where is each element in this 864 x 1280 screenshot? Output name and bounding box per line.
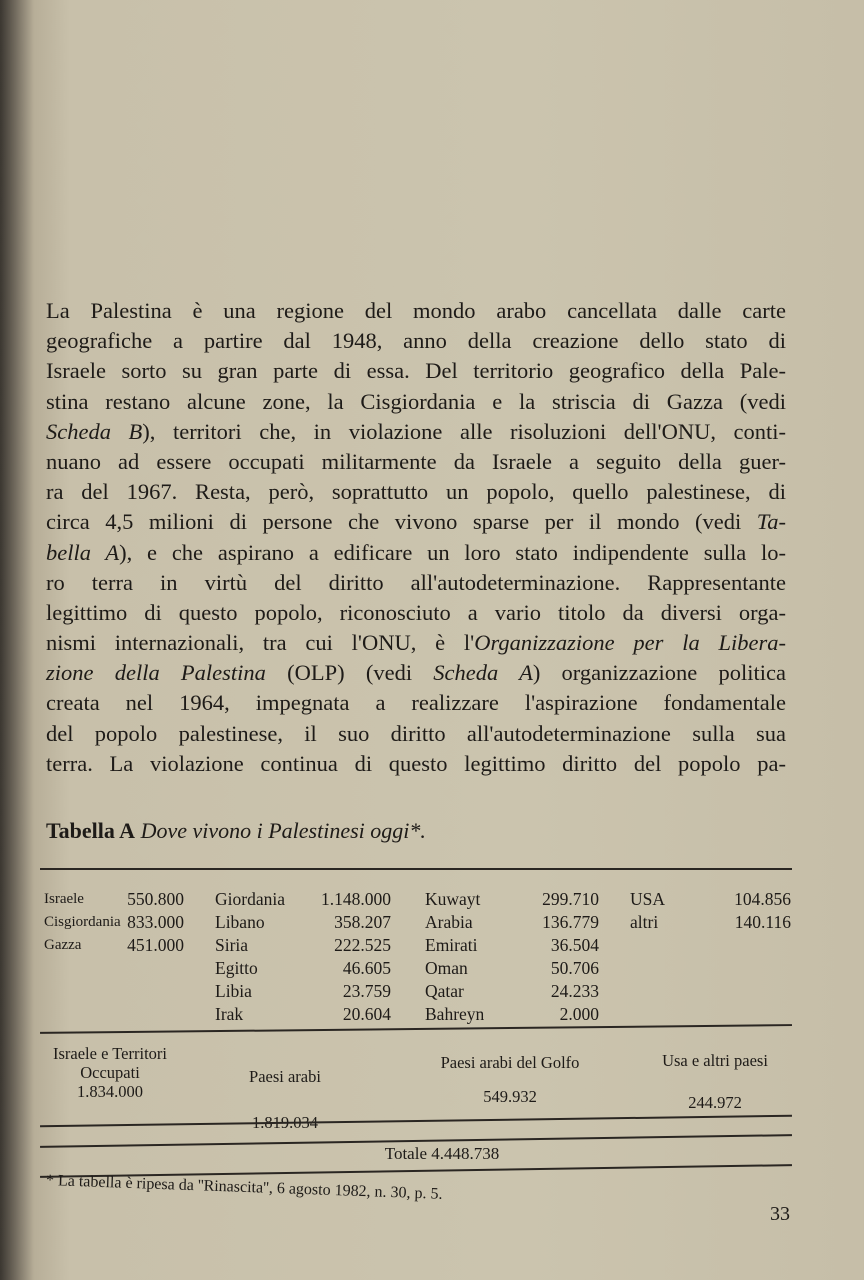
body-line	[46, 296, 786, 326]
population-value: 136.779	[542, 912, 599, 932]
country-name: Gazza	[44, 937, 82, 953]
summary-israele	[40, 1044, 180, 1101]
table-row	[215, 980, 391, 1003]
population-value: 36.504	[550, 935, 599, 955]
table-total: Totale 4.448.738	[384, 1144, 500, 1163]
country-name: Oman	[425, 958, 468, 978]
table-column-usa	[630, 888, 791, 934]
body-text-segment: Ta-	[756, 509, 786, 535]
population-value: 299.710	[542, 889, 599, 909]
table-caption: Dove vivono i Palestinesi oggi*.	[140, 818, 426, 843]
table-row	[425, 934, 599, 957]
table-column-israele	[44, 888, 184, 957]
country-name: Bahreyn	[425, 1004, 485, 1024]
population-value: 140.116	[734, 912, 791, 932]
table-rule-top	[40, 868, 792, 870]
population-value: 50.706	[550, 958, 599, 978]
population-value: 20.604	[342, 1004, 391, 1024]
body-text-segment: ), e che aspirano a edificare un loro stato indipendente sulla lo-	[119, 539, 786, 565]
population-value: 451.000	[127, 935, 184, 955]
body-text-segment: Scheda A	[433, 660, 533, 686]
country-name: Cisgiordania	[44, 914, 121, 930]
body-text-segment: legittimo di questo popolo, riconosciuto a vario titolo da diversi orga-	[46, 599, 786, 625]
body-text-segment: Scheda B	[46, 418, 143, 444]
table-row	[215, 911, 391, 934]
body-text-segment: ) organizzazione politica	[532, 660, 786, 686]
table-label: Tabella A	[46, 818, 136, 843]
body-line	[46, 507, 786, 537]
body-line	[46, 447, 786, 477]
summary-value: 549.932	[483, 1087, 537, 1106]
population-value: 23.759	[342, 981, 391, 1001]
table-row	[630, 888, 791, 911]
population-value: 2.000	[559, 1004, 599, 1024]
body-text-segment: geografiche a partire dal 1948, anno della creazione dello stato di	[46, 328, 786, 354]
body-text-segment: (OLP) (vedi	[265, 660, 434, 686]
summary-value: 1.834.000	[77, 1082, 143, 1101]
summary-golfo	[410, 1046, 610, 1114]
country-name: Irak	[215, 1004, 244, 1024]
country-name: Israele	[44, 891, 84, 907]
body-line	[46, 326, 786, 356]
body-line	[46, 568, 786, 598]
table-row	[215, 1003, 391, 1026]
table-row	[425, 957, 599, 980]
body-line	[46, 749, 786, 779]
body-text-segment: creata nel 1964, impegnata a realizzare l'aspirazione fondamentale	[46, 690, 786, 716]
country-name: Emirati	[425, 935, 478, 955]
page-number: 33	[770, 1203, 790, 1225]
body-line	[46, 598, 786, 628]
body-line	[46, 477, 786, 507]
table-row	[44, 934, 184, 957]
table-row	[215, 888, 391, 911]
table-rule-mid	[40, 1024, 792, 1033]
body-text-segment: La Palestina è una regione del mondo arabo cancellata dalle carte	[46, 298, 786, 323]
country-name: Kuwayt	[425, 889, 481, 909]
body-text-segment: bella A	[46, 539, 120, 565]
summary-label: Usa e altri paesi	[662, 1051, 768, 1070]
country-name: Arabia	[425, 912, 473, 932]
body-line	[46, 658, 786, 688]
population-value: 104.856	[734, 889, 791, 909]
body-text-segment: Israele sorto su gran parte di essa. Del territorio geografico della Pale-	[46, 358, 786, 384]
table-row	[44, 911, 184, 934]
body-text-segment: nismi internazionali, tra cui l'ONU, è l'	[46, 630, 475, 656]
table-column-paesi-arabi	[215, 888, 391, 1026]
population-value: 358.207	[334, 912, 391, 932]
body-line	[46, 538, 786, 568]
population-value: 46.605	[342, 958, 391, 978]
table-row	[425, 1003, 599, 1026]
table-footnote: * La tabella è ripesa da ''Rinascita'', 6 agosto 1982, n. 30, p. 5.	[45, 1172, 443, 1203]
table-column-golfo	[425, 888, 599, 1026]
body-text-segment: zione della Palestina	[46, 660, 266, 686]
table-row	[425, 980, 599, 1003]
body-text-segment: ), territori che, in violazione alle risoluzioni dell'ONU, conti-	[142, 418, 787, 444]
table-row	[44, 888, 184, 911]
country-name: USA	[630, 889, 666, 909]
body-text-segment: stina restano alcune zone, la Cisgiordania e la striscia di Gazza (vedi	[46, 388, 786, 414]
table-row	[215, 957, 391, 980]
body-line	[46, 688, 786, 718]
population-value: 24.233	[550, 981, 599, 1001]
country-name: Siria	[215, 935, 249, 955]
body-line	[46, 628, 786, 658]
table-title	[46, 818, 426, 844]
table-row	[215, 934, 391, 957]
body-line	[46, 387, 786, 417]
summary-usa	[630, 1040, 800, 1124]
country-name: Egitto	[215, 958, 258, 978]
body-line	[46, 356, 786, 386]
body-text-segment: ra del 1967. Resta, però, soprattutto un popolo, quello palestinese, di	[46, 479, 786, 505]
population-value: 1.148.000	[321, 889, 391, 909]
summary-label: Paesi arabi	[249, 1067, 321, 1086]
body-text-segment: Organizzazione per la Libera-	[474, 630, 786, 656]
body-text-segment: nuano ad essere occupati militarmente da Israele a seguito della guer-	[46, 448, 786, 474]
summary-label: Paesi arabi del Golfo	[440, 1053, 580, 1072]
summary-paesi-arabi	[215, 1054, 355, 1146]
body-text-segment: ro terra in virtù del diritto all'autodeterminazione. Rappresentante	[46, 569, 786, 595]
country-name: Libia	[215, 981, 252, 1001]
country-name: Giordania	[215, 889, 285, 909]
population-value: 833.000	[127, 912, 184, 932]
body-text-segment: terra. La violazione continua di questo legittimo diritto del popolo pa-	[46, 750, 786, 776]
body-line	[46, 417, 786, 447]
body-line	[46, 719, 786, 749]
population-value: 222.525	[334, 935, 391, 955]
country-name: altri	[630, 912, 659, 932]
summary-label: Israele e Territori Occupati	[53, 1044, 167, 1082]
body-paragraph	[46, 296, 786, 779]
summary-value: 244.972	[688, 1093, 742, 1112]
population-value: 550.800	[127, 889, 184, 909]
body-text-segment: del popolo palestinese, il suo diritto all'autodeterminazione sulla sua	[46, 720, 786, 746]
country-name: Libano	[215, 912, 265, 932]
country-name: Qatar	[425, 981, 464, 1001]
body-text-segment: circa 4,5 milioni di persone che vivono sparse per il mondo (vedi	[46, 509, 757, 535]
table-row	[425, 911, 599, 934]
table-row	[630, 911, 791, 934]
table-row	[425, 888, 599, 911]
